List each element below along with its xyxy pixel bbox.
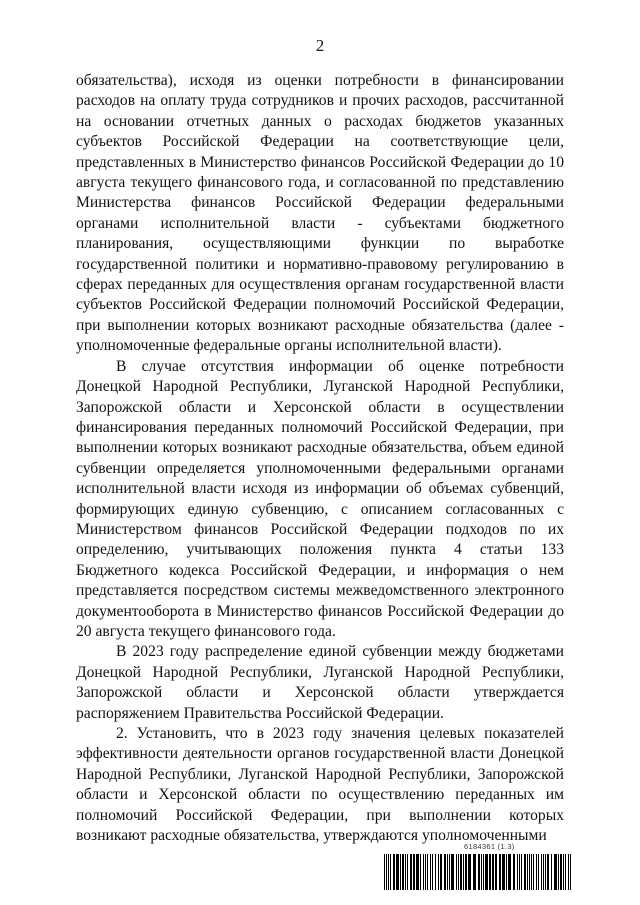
- page-number: 2: [315, 36, 325, 55]
- paragraph-2: В случае отсутствия информации об оценке потребности Донецкой Народной Республики, Луганской Народной Республики, Запорожской области и Херсонской области в осуществлении финансирования переданных полномочий Российской Федерации, при выполнении которых возникают расходные обязательства, объем единой субвенции определяется уполномоченными федеральными органами исполнительной власти исходя из информации об объемах субвенций, формирующих единую субвенцию, с описанием согласованных с Министерством финансов Российской Федерации подходов по их определению, учитывающих положения пункта 4 статьи 133 Бюджетного кодекса Российской Федерации, и информация о нем представляется посредством системы межведомственного электронного документооборота в Министерство финансов Российской Федерации до 20 августа текущего финансового года.: [76, 357, 564, 640]
- barcode-image: [384, 854, 574, 890]
- barcode-caption: 6184361 (1.3): [464, 842, 515, 851]
- paragraph-3: В 2023 году распределение единой субвенции между бюджетами Донецкой Народной Республики, Луганской Народной Республики, Запорожской области и Херсонской области утверждается распоряжением Правительства Российской Федерации.: [76, 643, 564, 722]
- barcode-block: [384, 842, 574, 892]
- document-body: [76, 71, 564, 846]
- paragraph-4: 2. Установить, что в 2023 году значения целевых показателей эффективности деятельности органов государственной власти Донецкой Народной Республики, Луганской Народной Республики, Запорожской области и Херсонской области по осуществлению переданных им полномочий Российской Федерации, при выполнении которых возникают расходные обязательства, утверждаются уполномоченными: [76, 725, 564, 845]
- paragraph-1: обязательства), исходя из оценки потребности в финансировании расходов на оплату труда сотрудников и прочих расходов, рассчитанной на основании отчетных данных о расходах бюджетов указанных субъектов Российской Федерации на соответствующие цели, представленных в Министерство финансов Российской Федерации до 10 августа текущего финансового года, и согласованной по представлению Министерства финансов Российской Федерации федеральными органами исполнительной власти - субъектами бюджетного планирования, осуществляющими функции по выработке государственной политики и нормативно-правовому регулированию в сферах переданных для осуществления органам государственной власти субъектов Российской Федерации полномочий Российской Федерации, при выполнении которых возникают расходные обязательства (далее - уполномоченные федеральные органы исполнительной власти).: [76, 72, 564, 355]
